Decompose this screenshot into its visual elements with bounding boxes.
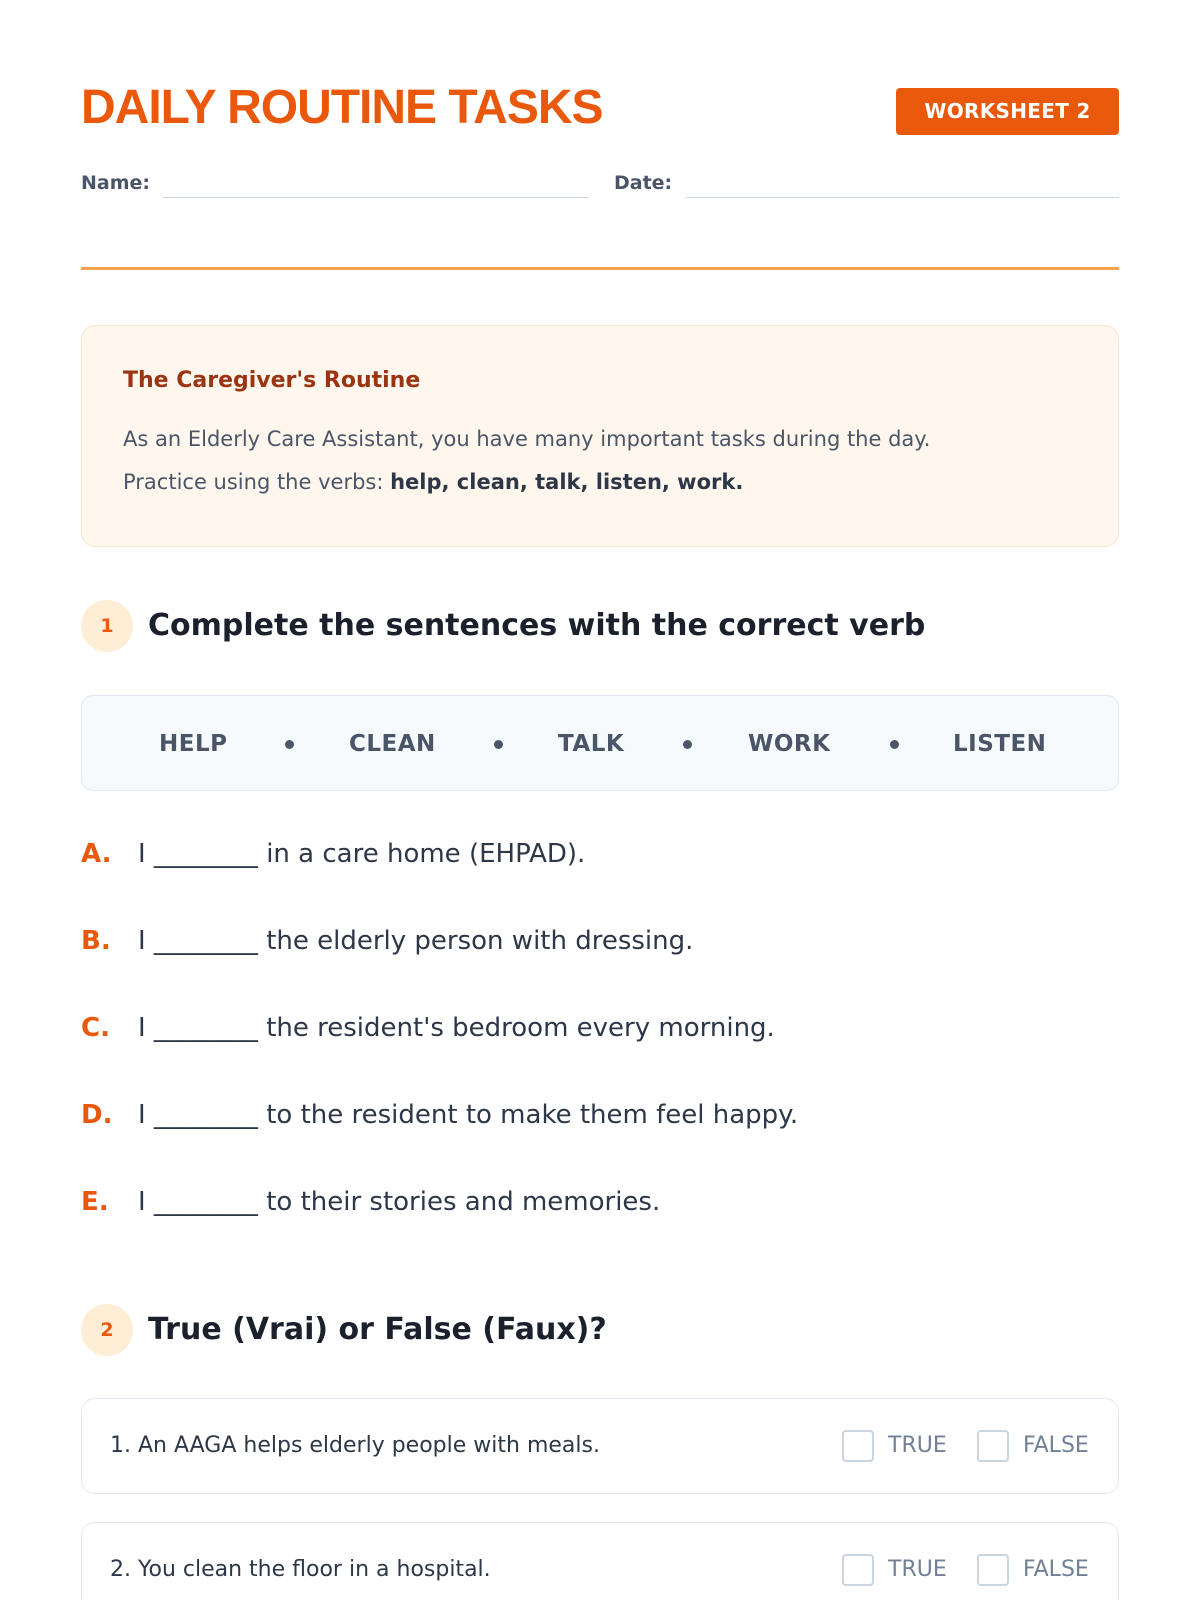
word-bank xyxy=(81,695,1119,791)
sentence-item xyxy=(81,921,693,961)
intro-line-1: As an Elderly Care Assistant, you have many important tasks during the day. xyxy=(123,427,931,451)
name-label: Name: xyxy=(81,172,151,194)
intro-line-2-prefix: Practice using the verbs: xyxy=(123,470,391,494)
bullet-dot xyxy=(890,740,899,749)
intro-box xyxy=(81,325,1119,547)
sentence-text[interactable]: I ________ the resident's bedroom every morning. xyxy=(138,1013,775,1043)
section-1-heading xyxy=(81,600,1119,652)
statement-text: 2. You clean the floor in a hospital. xyxy=(110,1557,491,1582)
bullet-dot xyxy=(683,740,692,749)
sentence-item xyxy=(81,834,585,874)
word-bank-item: HELP xyxy=(159,731,228,757)
date-label: Date: xyxy=(614,172,673,194)
page-title: DAILY ROUTINE TASKS xyxy=(81,81,603,134)
sentence-letter: E. xyxy=(81,1187,109,1217)
intro-title: The Caregiver's Routine xyxy=(123,368,421,393)
sentence-letter: C. xyxy=(81,1013,110,1043)
false-checkbox[interactable] xyxy=(977,1430,1009,1462)
true-label: TRUE xyxy=(888,1433,947,1458)
false-label: FALSE xyxy=(1023,1433,1089,1458)
intro-line-2 xyxy=(123,461,1077,504)
true-false-row xyxy=(81,1522,1119,1600)
sentence-letter: B. xyxy=(81,926,111,956)
sentence-item xyxy=(81,1095,798,1135)
true-false-row xyxy=(81,1398,1119,1494)
sentence-item xyxy=(81,1182,660,1222)
section-1-number: 1 xyxy=(81,600,133,652)
name-date-row xyxy=(81,168,1119,202)
sentence-item xyxy=(81,1008,775,1048)
header xyxy=(81,82,1119,134)
name-field[interactable] xyxy=(163,197,588,198)
sentence-text[interactable]: I ________ the elderly person with dressing. xyxy=(138,926,694,956)
word-bank-item: TALK xyxy=(558,731,625,757)
intro-verbs: help, clean, talk, listen, work. xyxy=(390,470,744,494)
false-checkbox[interactable] xyxy=(977,1554,1009,1586)
header-divider xyxy=(81,267,1119,270)
word-bank-item: CLEAN xyxy=(349,731,436,757)
sentence-text[interactable]: I ________ to the resident to make them feel happy. xyxy=(138,1100,799,1130)
section-2-title: True (Vrai) or False (Faux)? xyxy=(148,1312,607,1347)
date-field[interactable] xyxy=(686,197,1119,198)
sentence-text[interactable]: I ________ in a care home (EHPAD). xyxy=(138,839,586,869)
statement-text: 1. An AAGA helps elderly people with meals. xyxy=(110,1433,600,1458)
word-bank-item: LISTEN xyxy=(953,731,1047,757)
worksheet-badge: WORKSHEET 2 xyxy=(896,88,1119,135)
section-1-title: Complete the sentences with the correct verb xyxy=(148,608,926,643)
true-checkbox[interactable] xyxy=(842,1554,874,1586)
bullet-dot xyxy=(494,740,503,749)
word-bank-item: WORK xyxy=(748,731,831,757)
false-label: FALSE xyxy=(1023,1557,1089,1582)
bullet-dot xyxy=(285,740,294,749)
true-checkbox[interactable] xyxy=(842,1430,874,1462)
sentence-letter: D. xyxy=(81,1100,113,1130)
sentence-letter: A. xyxy=(81,839,112,869)
true-label: TRUE xyxy=(888,1557,947,1582)
intro-text xyxy=(123,418,1077,504)
sentence-text[interactable]: I ________ to their stories and memories. xyxy=(138,1187,661,1217)
section-2-number: 2 xyxy=(81,1304,133,1356)
section-2-heading xyxy=(81,1304,1119,1356)
